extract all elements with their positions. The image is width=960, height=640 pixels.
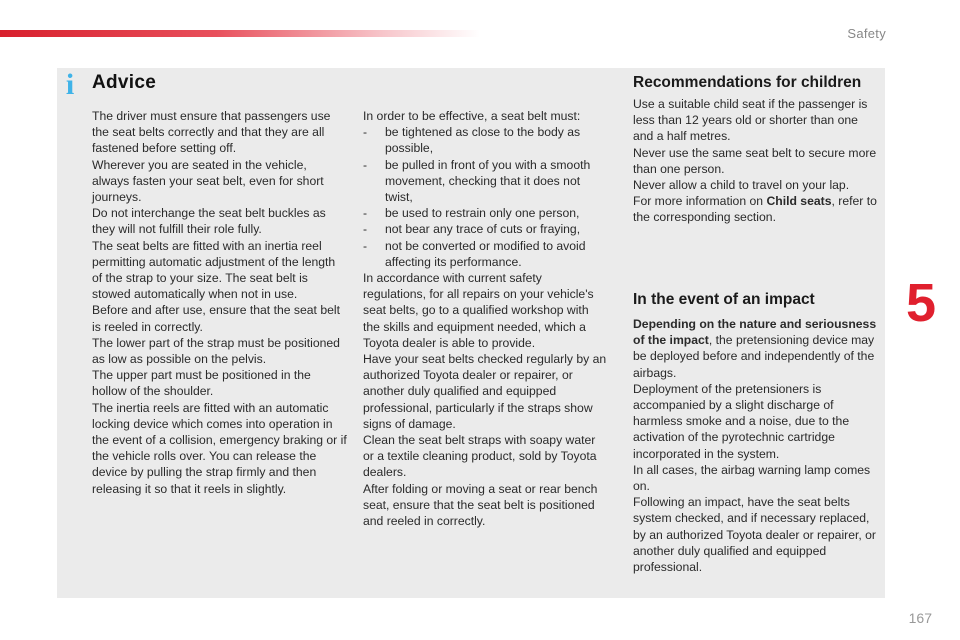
list-item: - be tightened as close to the body as possible,	[363, 125, 581, 156]
page-number: 167	[908, 610, 932, 626]
advice-title: Advice	[92, 72, 157, 93]
paragraph: Wherever you are seated in the vehicle, always fasten your seat belt, even for short journeys.	[92, 157, 324, 205]
advice-column-2	[363, 108, 608, 529]
children-title: Recommendations for children	[633, 74, 862, 91]
paragraph: Never use the same seat belt to secure more than one person.	[633, 145, 877, 176]
section-name: Safety	[847, 26, 886, 41]
info-icon: i	[65, 68, 75, 101]
paragraph: In accordance with current safety regulations, for all repairs on your vehicle's seat belts, go to a qualified workshop with the skills and equipment needed, which a Toyota dealer is able to provide.	[363, 271, 594, 350]
paragraph: Clean the seat belt straps with soapy water or a textile cleaning product, sold by Toyota dealers.	[363, 433, 597, 480]
child-seats-reference: Child seats	[766, 194, 832, 209]
paragraph: Never allow a child to travel on your lap.	[633, 178, 850, 193]
paragraph: In all cases, the airbag warning lamp comes on.	[633, 462, 871, 494]
children-column	[633, 96, 881, 226]
list-intro: In order to be effective, a seat belt must:	[363, 109, 581, 123]
list-item: - be pulled in front of you with a smooth movement, checking that it does not twist,	[363, 157, 591, 205]
paragraph: Do not interchange the seat belt buckles as they will not fulfill their role fully.	[92, 206, 326, 237]
list-item: - be used to restrain only one person,	[363, 206, 580, 221]
impact-column	[633, 316, 881, 575]
more-info: For more information on Child seats, refer to the corresponding section.	[633, 194, 877, 225]
advice-column-1	[92, 108, 347, 497]
chapter-number: 5	[906, 273, 937, 333]
paragraph: After folding or moving a seat or rear bench seat, ensure that the seat belt is positioned and reeled in correctly.	[363, 481, 598, 529]
header-stripe	[0, 30, 480, 37]
paragraph: Have your seat belts checked regularly by an authorized Toyota dealer or repairer, or another duly qualified and equipped professional, particularly if the straps show signs of damage.	[363, 352, 607, 431]
paragraph: The inertia reels are fitted with an automatic locking device which comes into operation in the event of a collision, emergency braking or if the vehicle rolls over. You can release the device by pulling the strap firmly and then releasing it so that it reels in slightly.	[92, 400, 347, 496]
paragraph: The lower part of the strap must be positioned as low as possible on the pelvis.	[92, 335, 340, 367]
impact-title: In the event of an impact	[633, 291, 815, 308]
paragraph: The upper part must be positioned in the hollow of the shoulder.	[92, 368, 311, 399]
paragraph: Use a suitable child seat if the passenger is less than 12 years old or shorter than one and a half metres.	[633, 97, 868, 144]
paragraph: Before and after use, ensure that the seat belt is reeled in correctly.	[92, 303, 340, 334]
list-item: - not be converted or modified to avoid affecting its performance.	[363, 238, 586, 269]
paragraph: Following an impact, have the seat belts system checked, and if necessary replaced, by an authorized Toyota dealer or repairer, or another duly qualified and equipped professional.	[633, 495, 876, 575]
paragraph: The seat belts are fitted with an inertia reel permitting automatic adjustment of the length of the strap to your size. The seat belt is stowed automatically when not in use.	[92, 238, 336, 302]
paragraph: The driver must ensure that passengers use the seat belts correctly and that they are all fastened before setting off.	[92, 109, 331, 156]
paragraph: Depending on the nature and seriousness of the impact, the pretensioning device may be deployed before and independently of the airbags.	[633, 317, 877, 380]
paragraph: Deployment of the pretensioners is accompanied by a slight discharge of harmless smoke and a noise, due to the activation of the pyrotechnic cartridge incorporated in the system.	[633, 381, 850, 461]
list-item: - not bear any trace of cuts or fraying,	[363, 222, 581, 237]
